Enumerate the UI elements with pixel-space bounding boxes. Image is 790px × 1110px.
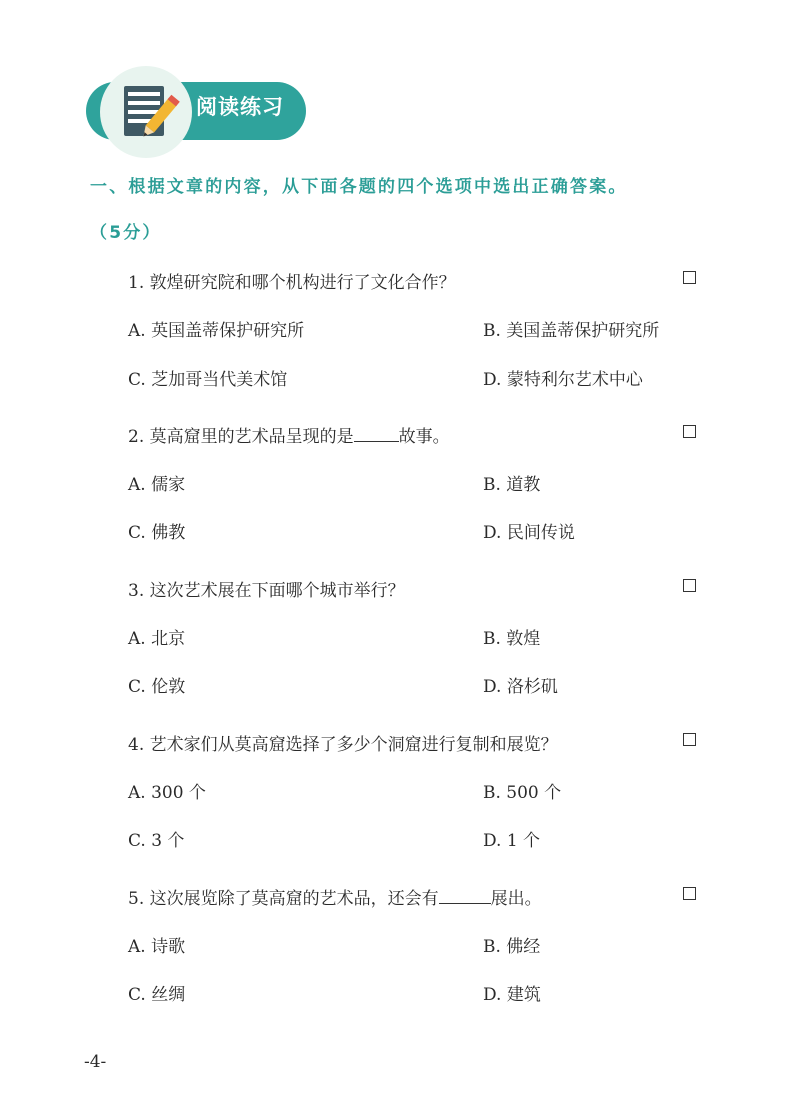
question-3-stem: 3. 这次艺术展在下面哪个城市举行？ — [128, 581, 405, 601]
q2-option-d: D. 民间传说 — [483, 523, 575, 543]
instruction-line-1: 一、根据文章的内容，从下面各题的四个选项中选出正确答案。 — [90, 177, 628, 197]
q2-option-b: B. 道教 — [483, 475, 541, 495]
question-4-stem: 4. 艺术家们从莫高窟选择了多少个洞窟进行复制和展览？ — [128, 735, 558, 755]
page-number: -4- — [84, 1052, 107, 1072]
q3-option-b: B. 敦煌 — [483, 629, 541, 649]
q3-option-d: D. 洛杉矶 — [483, 677, 558, 697]
q3-option-a: A. 北京 — [128, 629, 186, 649]
q4-option-d: D. 1 个 — [483, 831, 541, 851]
q1-option-c: C. 芝加哥当代美术馆 — [128, 370, 288, 390]
q3-option-c: C. 伦敦 — [128, 677, 186, 697]
q5-option-a: A. 诗歌 — [128, 937, 186, 957]
q4-option-b: B. 500 个 — [483, 783, 562, 803]
q2-option-a: A. 儒家 — [128, 475, 186, 495]
q1-option-d: D. 蒙特利尔艺术中心 — [483, 370, 643, 390]
question-2-stem-after: 故事。 — [398, 427, 450, 447]
section-title: 阅读练习 — [196, 95, 284, 119]
q1-option-b: B. 美国盖蒂保护研究所 — [483, 321, 660, 341]
fill-blank — [354, 425, 399, 442]
q2-option-c: C. 佛教 — [128, 523, 186, 543]
answer-box-5[interactable] — [683, 887, 696, 900]
q5-option-c: C. 丝绸 — [128, 985, 186, 1005]
q5-option-b: B. 佛经 — [483, 937, 541, 957]
q1-option-a: A. 英国盖蒂保护研究所 — [128, 321, 305, 341]
answer-box-4[interactable] — [683, 733, 696, 746]
question-1-stem: 1. 敦煌研究院和哪个机构进行了文化合作？ — [128, 273, 456, 293]
answer-box-1[interactable] — [683, 271, 696, 284]
q4-option-c: C. 3 个 — [128, 831, 185, 851]
question-5-stem — [128, 884, 542, 909]
question-2-stem-before: 2. 莫高窟里的艺术品呈现的是 — [128, 427, 354, 447]
answer-box-2[interactable] — [683, 425, 696, 438]
answer-box-3[interactable] — [683, 579, 696, 592]
question-5-stem-after: 展出。 — [490, 889, 542, 909]
fill-blank — [439, 887, 491, 904]
q5-option-d: D. 建筑 — [483, 985, 541, 1005]
question-2-stem — [128, 422, 450, 447]
instruction-line-2: （5分） — [90, 223, 162, 243]
question-5-stem-before: 5. 这次展览除了莫高窟的艺术品，还会有 — [128, 889, 439, 909]
document-pencil-icon — [112, 74, 188, 150]
q4-option-a: A. 300 个 — [128, 783, 206, 803]
